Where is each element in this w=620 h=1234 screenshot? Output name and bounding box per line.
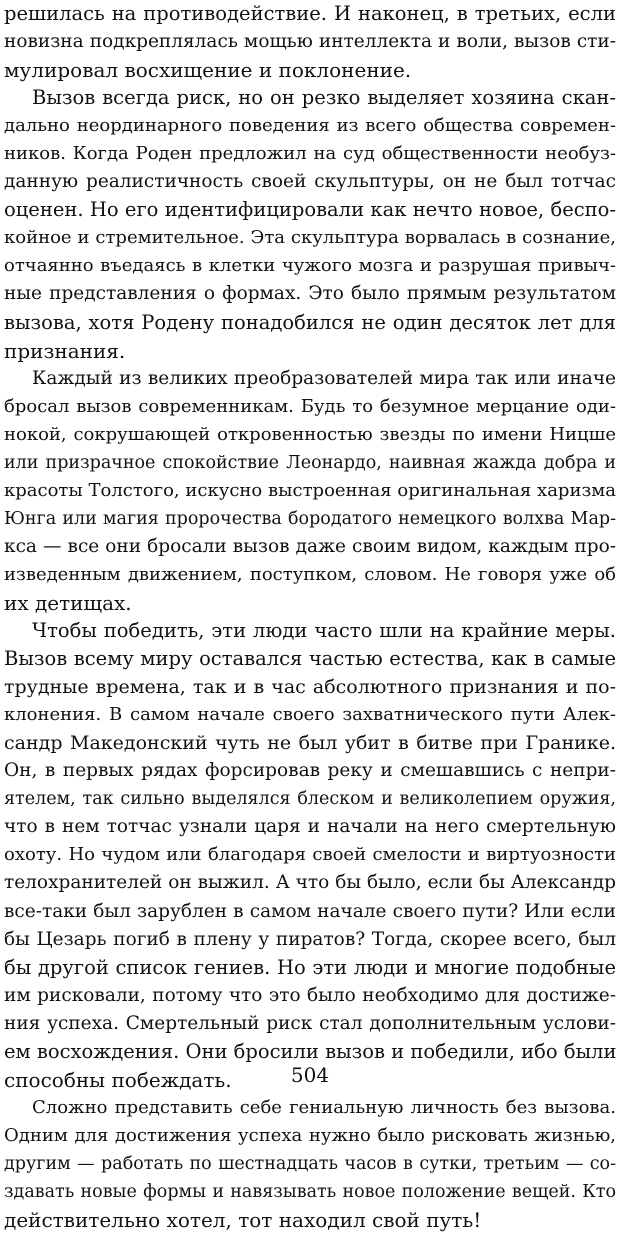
text-line: ния успеха. Смертельный риск стал дополнительным услови- <box>4 1012 616 1034</box>
text-line: ные представления о формах. Это было прямым результатом <box>4 283 616 305</box>
text-line: новизна подкреплялась мощью интеллекта и воли, вызов сти- <box>4 31 616 53</box>
text-line: бы другой список гениев. Но эти люди и многие подобные <box>4 955 616 979</box>
text-line: Юнга или магия пророчества бородатого немецкого волхва Мар- <box>4 508 616 529</box>
text-line: охоту. Но чудом или благодаря своей смелости и виртуозности <box>4 844 616 866</box>
text-line: мулировал восхищение и поклонение. <box>4 58 412 83</box>
text-line: Он, в первых рядах форсировав реку и смешавшись с непри- <box>4 760 616 782</box>
page-text <box>4 0 616 1234</box>
text-line: действительно хотел, тот находил свой путь! <box>4 1208 482 1233</box>
text-line: бы Цезарь погиб в плену у пиратов? Тогда, скорее всего, был <box>4 928 616 950</box>
page-number: 504 <box>290 1063 330 1087</box>
text-line: Сложно представить себе гениальную личность без вызова. <box>32 1096 616 1118</box>
text-line: нокой, сокрушающей откровенностью звезды по имени Ницше <box>4 423 616 445</box>
text-line: кса — все они бросали вызов даже своим видом, каждым про- <box>4 535 616 557</box>
text-line: клонения. В самом начале своего захватнического пути Алек- <box>4 704 616 726</box>
text-line: здавать новые формы и навязывать новое положение вещей. Кто <box>4 1181 616 1202</box>
text-line: все-таки был зарублен в самом начале своего пути? Или если <box>4 900 616 922</box>
text-line: отчаянно въедаясь в клетки чужого мозга и разрушая привыч- <box>4 255 616 277</box>
text-line: что в нем тотчас узнали царя и начали на него смертельную <box>4 816 616 838</box>
text-line: трудные времена, так и в час абсолютного признания и по- <box>4 676 616 699</box>
text-line: ятелем, так сильно выделялся блеском и великолепием оружия, <box>4 789 616 810</box>
text-line: признания. <box>4 338 126 363</box>
text-line: другим — работать по шестнадцать часов в сутки, третьим — со- <box>4 1153 616 1174</box>
text-line: им рисковали, потому что это было необходимо для достиже- <box>4 984 616 1006</box>
text-line: красоты Толстого, искусно выстроенная оригинальная харизма <box>4 479 616 501</box>
text-line: Вызов всему миру оставался частью естества, как в самые <box>4 647 616 671</box>
text-line: способны побеждать. <box>4 1067 232 1092</box>
text-line: их детищах. <box>4 590 132 615</box>
text-line: ем восхождения. Они бросили вызов и победили, ибо были <box>4 1039 616 1063</box>
text-line: данную реалистичность своей скульптуры, он не был тотчас <box>4 171 616 193</box>
text-line: бросал вызов современникам. Будь то безумное мерцание оди- <box>4 395 616 417</box>
text-line: Вызов всегда риск, но он резко выделяет хозяина скан- <box>32 86 616 110</box>
text-line: Одним для достижения успеха нужно было рисковать жизнью, <box>4 1124 616 1146</box>
text-line: или призрачное спокойствие Леонардо, наивная жажда добра и <box>4 452 616 473</box>
text-line: вызова, хотя Родену понадобился не один десяток лет для <box>4 310 616 334</box>
text-line: дально неординарного поведения из всего общества современ- <box>4 115 616 137</box>
text-line: сандр Македонский чуть не был убит в битве при Гранике. <box>4 732 616 755</box>
text-line: оценен. Но его идентифицировали как нечто новое, беспо- <box>4 198 616 222</box>
text-line: койное и стремительное. Эта скульптура ворвалась в сознание, <box>4 227 616 249</box>
text-line: решилась на противодействие. И наконец, в третьих, если <box>4 2 616 25</box>
text-line: Чтобы победить, эти люди часто шли на крайние меры. <box>32 619 616 643</box>
text-line: телохранителей он выжил. А что бы было, если бы Александр <box>4 872 616 894</box>
text-line: ников. Когда Роден предложил на суд общественности необуз- <box>4 143 616 165</box>
text-line: изведенным движением, поступком, словом. Не говоря уже об <box>4 563 616 585</box>
text-line: Каждый из великих преобразователей мира так или иначе <box>32 367 616 389</box>
